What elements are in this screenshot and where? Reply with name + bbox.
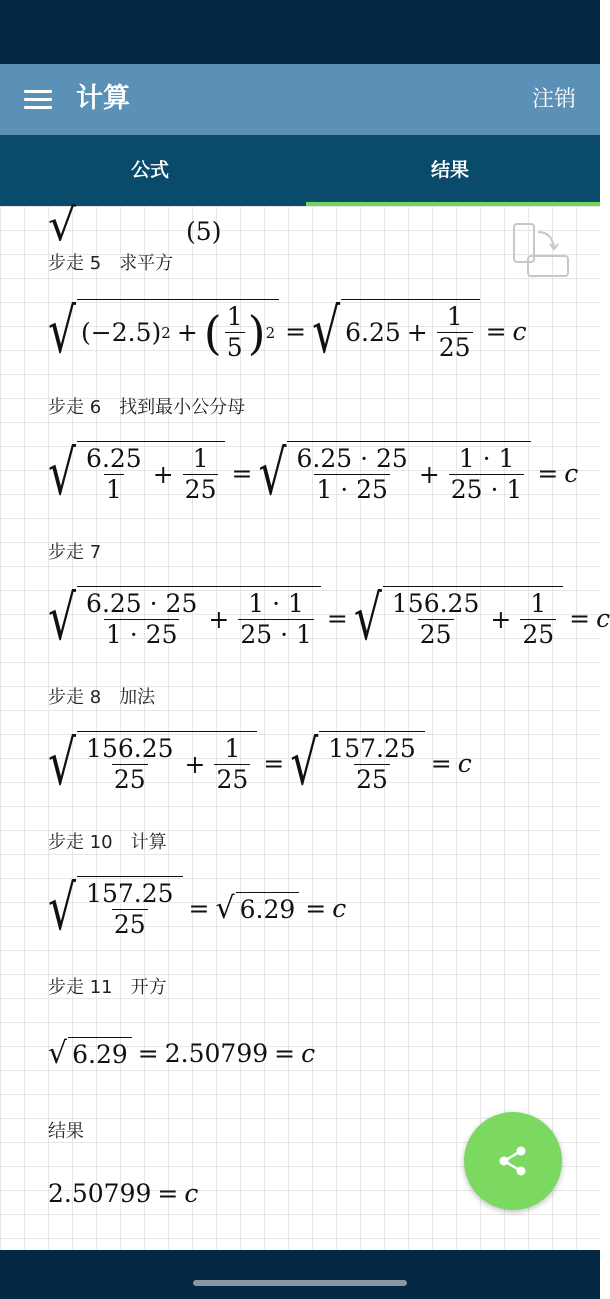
step-11 bbox=[48, 976, 167, 1000]
share-icon bbox=[497, 1145, 529, 1177]
step-label: 步走 6 找到最小公分母 bbox=[48, 397, 246, 418]
formula-partial: √ (5) bbox=[48, 200, 222, 251]
result-label: 结果 bbox=[48, 1121, 84, 1142]
step-10-formula: √ $\frac{157.25}{25}$ = √ 6.29 = c bbox=[48, 872, 347, 945]
navigation-bar bbox=[0, 1250, 600, 1299]
step-11-formula: √ 6.29 = 2.50799 = c bbox=[48, 1036, 316, 1071]
share-button[interactable] bbox=[464, 1112, 562, 1210]
step-6 bbox=[48, 396, 245, 420]
tab-bar bbox=[0, 135, 600, 206]
app-bar bbox=[0, 64, 600, 135]
step-7-formula: √ $\frac{6.25 \cdot 25}{1 \cdot 25}$ + $\frac{1 \cdot 1}{25 \cdot 1}$ = √ $\frac{156.25}{25}$ + $\frac{1}{25}$ = c bbox=[48, 582, 610, 655]
result-formula: 2.50799 = c bbox=[48, 1178, 199, 1208]
tab-result[interactable]: 结果 bbox=[430, 159, 469, 181]
step-5-formula: √ (−2.5) 2 + ( $\frac{1}{5}$ ) 2 = √ 6.25 + $\frac{1}{25}$ = c bbox=[48, 295, 527, 368]
step-label: 步走 10 计算 bbox=[48, 832, 167, 853]
step-label: 步走 7 bbox=[48, 542, 102, 563]
step-8-formula: √ $\frac{156.25}{25}$ + $\frac{1}{25}$ = √ $\frac{157.25}{25}$ = c bbox=[48, 727, 472, 800]
step-label: 步走 5 求平方 bbox=[48, 253, 174, 274]
menu-icon[interactable] bbox=[24, 90, 52, 110]
logout-button[interactable]: 注销 bbox=[531, 87, 576, 112]
tab-formula[interactable]: 公式 bbox=[130, 159, 169, 181]
result-content[interactable] bbox=[0, 200, 610, 1250]
result-section bbox=[48, 1120, 84, 1144]
page-title: 计算 bbox=[76, 83, 130, 114]
step-6-formula: √ $\frac{6.25}{1}$ + $\frac{1}{25}$ = √ $\frac{6.25 \cdot 25}{1 \cdot 25}$ + $\frac{1 \cdot 1}{25 \cdot 1}$ = c bbox=[48, 437, 579, 510]
status-bar bbox=[0, 0, 600, 64]
step-label: 步走 8 加法 bbox=[48, 687, 156, 708]
step-label: 步走 11 开方 bbox=[48, 977, 167, 998]
step-5 bbox=[48, 252, 173, 276]
home-indicator[interactable] bbox=[193, 1280, 407, 1286]
rotate-screen-icon[interactable] bbox=[512, 222, 572, 282]
